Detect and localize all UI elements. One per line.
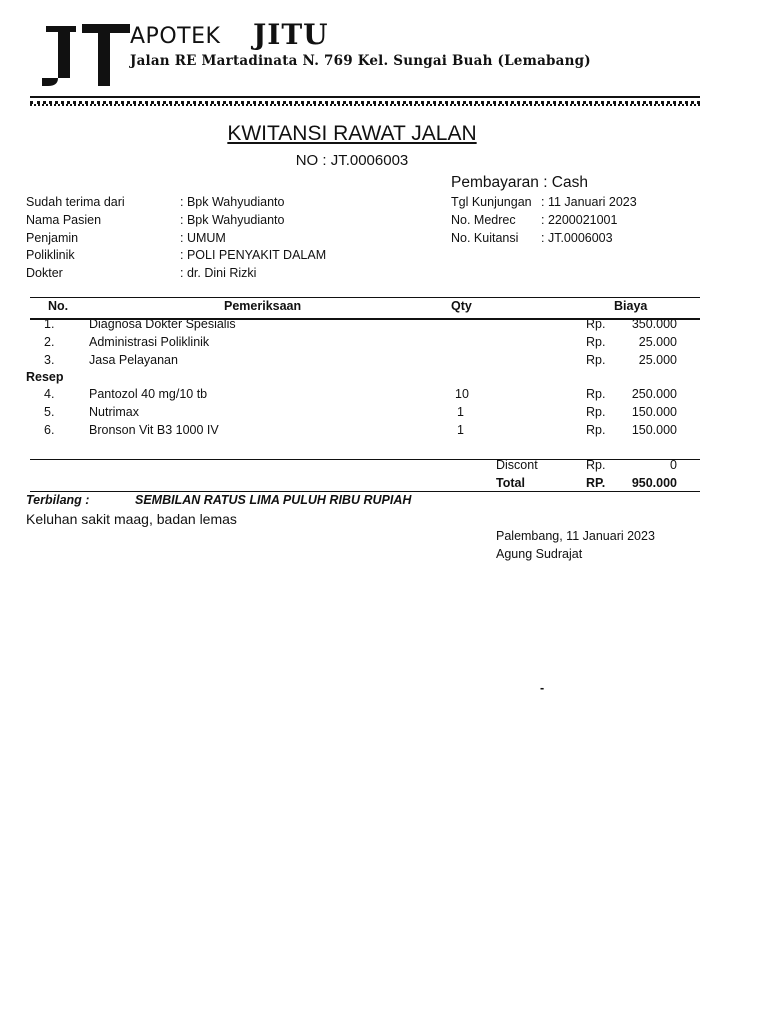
table-row-1-amount: 350.000 xyxy=(631,317,677,331)
discount-amount: 0 xyxy=(670,458,677,472)
pharmacy-brand-name: JITU xyxy=(253,18,329,51)
discount-label: Discont xyxy=(496,458,538,472)
signature-name: Agung Sudrajat xyxy=(496,547,583,561)
table-row-2-amount: 25.000 xyxy=(638,335,677,349)
signature-place-date: Palembang, 11 Januari 2023 xyxy=(496,529,655,543)
table-top-border xyxy=(30,297,700,298)
table-row-1-no: 1. xyxy=(44,317,55,331)
info-value-clinic: : POLI PENYAKIT DALAM xyxy=(180,248,327,262)
info-label-guarantor: Penjamin xyxy=(26,231,79,245)
table-row-3-no: 3. xyxy=(44,353,55,367)
table-row-3-item: Jasa Pelayanan xyxy=(89,353,178,367)
table-row-5-no: 5. xyxy=(44,405,55,419)
totals-bottom-border xyxy=(30,491,700,492)
table-row-6-item: Bronson Vit B3 1000 IV xyxy=(89,423,219,437)
table-row-5-currency: Rp. xyxy=(586,405,606,419)
table-row-4-currency: Rp. xyxy=(586,387,606,401)
table-row-2-no: 2. xyxy=(44,335,55,349)
pharmacy-address: Jalan RE Martadinata N. 769 Kel. Sungai Buah (Lemabang) xyxy=(130,53,591,69)
patient-complaint: Keluhan sakit maag, badan lemas xyxy=(26,511,237,527)
table-row-2-currency: Rp. xyxy=(586,335,606,349)
info-value-visit-date: : 11 Januari 2023 xyxy=(541,195,637,209)
table-row-3-currency: Rp. xyxy=(586,353,606,367)
info-value-receipt-no: : JT.0006003 xyxy=(541,231,613,245)
info-label-visit-date: Tgl Kunjungan xyxy=(451,195,532,209)
info-value-medrec: : 2200021001 xyxy=(541,213,618,227)
table-row-5-amount: 150.000 xyxy=(631,405,677,419)
total-amount: 950.000 xyxy=(631,476,677,490)
column-header-no: No. xyxy=(48,299,69,313)
info-label-patient-name: Nama Pasien xyxy=(26,213,102,227)
pharmacy-logo xyxy=(38,22,130,88)
column-header-cost: Biaya xyxy=(614,299,648,313)
info-label-received-from: Sudah terima dari xyxy=(26,195,125,209)
table-row-6-no: 6. xyxy=(44,423,55,437)
table-row-1-item: Diagnosa Dokter Spesialis xyxy=(89,317,236,331)
column-header-qty: Qty xyxy=(451,299,472,313)
total-currency: RP. xyxy=(586,476,606,490)
table-row-5-item: Nutrimax xyxy=(89,405,140,419)
info-value-received-from: : Bpk Wahyudianto xyxy=(180,195,285,209)
amount-in-words-label: Terbilang : xyxy=(26,493,90,507)
table-row-3-amount: 25.000 xyxy=(638,353,677,367)
table-row-2-item: Administrasi Poliklinik xyxy=(89,335,210,349)
payment-method: Pembayaran : Cash xyxy=(451,174,588,191)
table-row-4-item: Pantozol 40 mg/10 tb xyxy=(89,387,208,401)
table-row-4-qty: 10 xyxy=(455,387,469,401)
pharmacy-name-prefix: APOTEK xyxy=(130,24,221,49)
table-row-1-currency: Rp. xyxy=(586,317,606,331)
total-label: Total xyxy=(496,476,525,490)
info-label-doctor: Dokter xyxy=(26,266,63,280)
header-dotted-divider-2 xyxy=(30,104,700,106)
table-row-6-currency: Rp. xyxy=(586,423,606,437)
amount-in-words-value: SEMBILAN RATUS LIMA PULUH RIBU RUPIAH xyxy=(135,493,412,507)
header-divider xyxy=(30,96,700,98)
discount-currency: Rp. xyxy=(586,458,606,472)
info-label-receipt-no: No. Kuitansi xyxy=(451,231,519,245)
info-value-doctor: : dr. Dini Rizki xyxy=(180,266,257,280)
table-row-6-amount: 150.000 xyxy=(631,423,677,437)
table-row-4-amount: 250.000 xyxy=(631,387,677,401)
table-row-5-qty: 1 xyxy=(457,405,464,419)
info-label-medrec: No. Medrec xyxy=(451,213,516,227)
receipt-number: NO : JT.0006003 xyxy=(295,152,409,169)
info-value-patient-name: : Bpk Wahyudianto xyxy=(180,213,285,227)
section-label-prescription: Resep xyxy=(26,370,64,384)
document-title: KWITANSI RAWAT JALAN xyxy=(227,122,477,145)
column-header-item: Pemeriksaan xyxy=(224,299,302,313)
stray-dash-mark: - xyxy=(540,681,545,695)
table-row-6-qty: 1 xyxy=(457,423,464,437)
info-value-guarantor: : UMUM xyxy=(180,231,226,245)
info-label-clinic: Poliklinik xyxy=(26,248,75,262)
table-row-4-no: 4. xyxy=(44,387,55,401)
